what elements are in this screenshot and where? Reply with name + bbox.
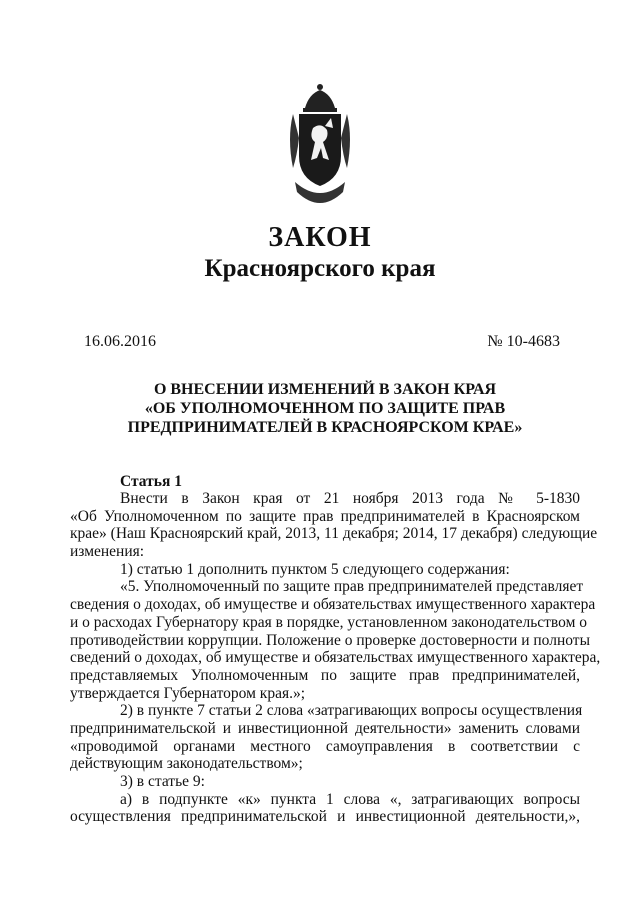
article-title: Статья 1 bbox=[120, 473, 182, 490]
body-line: сведений о доходах, об имуществе и обязательствах имущественного характера, bbox=[70, 649, 601, 667]
body-line: 2) в пункте 7 статьи 2 слова «затрагивающих вопросы осуществления bbox=[120, 702, 583, 720]
body-line: крае» (Наш Красноярский край, 2013, 11 декабря; 2014, 17 декабря) следующие bbox=[70, 525, 598, 543]
heading-line: О ВНЕСЕНИИ ИЗМЕНЕНИЙ В ЗАКОН КРАЯ bbox=[153, 381, 497, 398]
body-line: действующим законодательством»; bbox=[70, 755, 303, 773]
body-line: сведения о доходах, об имуществе и обязательствах имущественного характера bbox=[70, 596, 596, 614]
krasnoyarsk-coat-of-arms-icon bbox=[285, 78, 355, 218]
body-line: «проводимой органами местного самоуправления в соответствии с bbox=[70, 737, 580, 755]
body-line: 3) в статье 9: bbox=[120, 773, 205, 790]
body-line: Внести в Закон края от 21 ноября 2013 года № 5-1830 bbox=[120, 490, 580, 507]
body-line: 1) статью 1 дополнить пунктом 5 следующего содержания: bbox=[120, 560, 510, 578]
law-title: ЗАКОН bbox=[268, 222, 372, 253]
heading-line: ПРЕДПРИНИМАТЕЛЕЙ В КРАСНОЯРСКОМ КРАЕ» bbox=[127, 419, 523, 436]
region-title: Красноярского края bbox=[204, 255, 436, 282]
body-line: а) в подпункте «к» пункта 1 слова «, затрагивающих вопросы bbox=[120, 790, 580, 808]
body-line: противодействии коррупции. Положение о проверке достоверности и полноты bbox=[70, 631, 590, 649]
law-heading bbox=[70, 380, 580, 437]
body-line: предпринимательской и инвестиционной деятельности» заменить словами bbox=[70, 719, 580, 737]
body-line: утверждается Губернатором края.»; bbox=[70, 684, 306, 702]
document-date: 16.06.2016 bbox=[84, 333, 156, 350]
body-line: «5. Уполномоченный по защите прав предпринимателей представляет bbox=[120, 578, 584, 596]
body-line: изменения: bbox=[70, 543, 145, 561]
article-body bbox=[70, 490, 601, 826]
body-line: «Об Уполномоченном по защите прав предпринимателей в Красноярском bbox=[70, 507, 580, 525]
body-line: представляемых Уполномоченным по защите прав предпринимателей, bbox=[70, 666, 580, 684]
body-line: осуществления предпринимательской и инвестиционной деятельности,», bbox=[70, 808, 580, 826]
body-line: и о расходах Губернатору края в порядке, установленном законодательством о bbox=[70, 613, 588, 631]
heading-line: «ОБ УПОЛНОМОЧЕННОМ ПО ЗАЩИТЕ ПРАВ bbox=[144, 400, 506, 417]
document-number: № 10-4683 bbox=[487, 333, 560, 350]
